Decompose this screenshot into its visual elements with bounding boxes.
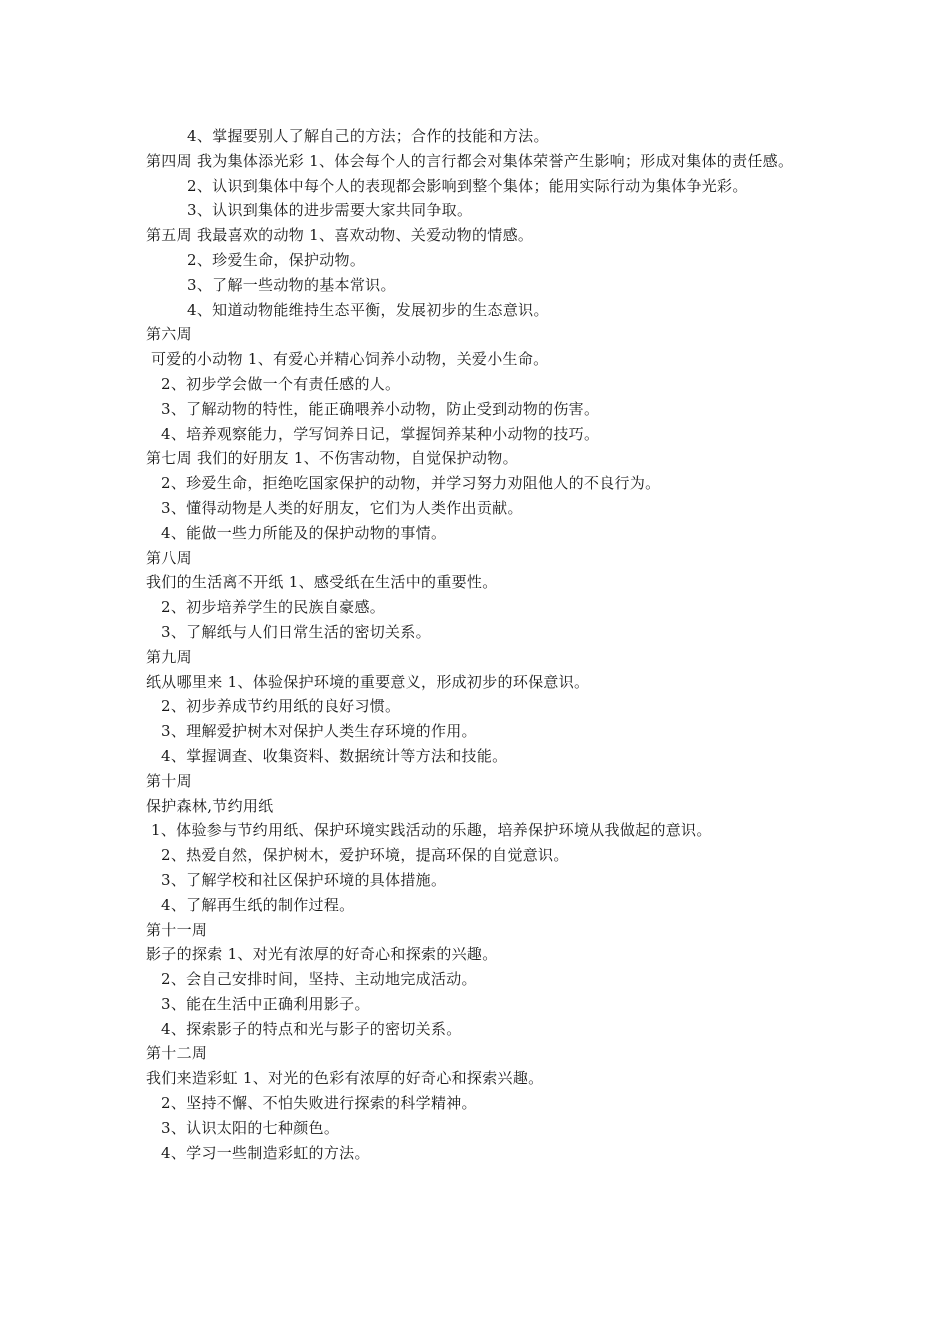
- document-line: 第五周 我最喜欢的动物 1、喜欢动物、关爱动物的情感。: [146, 226, 534, 245]
- document-line: 4、能做一些力所能及的保护动物的事情。: [161, 523, 447, 542]
- document-line: 4、知道动物能维持生态平衡，发展初步的生态意识。: [187, 300, 549, 319]
- document-line: 3、认识到集体的进步需要大家共同争取。: [187, 201, 473, 220]
- document-line: 3、了解动物的特性，能正确喂养小动物，防止受到动物的伤害。: [161, 399, 600, 418]
- document-line: 2、初步养成节约用纸的良好习惯。: [161, 697, 401, 716]
- document-line: 3、认识太阳的七种颜色。: [161, 1118, 340, 1137]
- document-body: [146, 124, 816, 1165]
- document-line: 可爱的小动物 1、有爱心并精心饲养小动物，关爱小生命。: [151, 350, 549, 369]
- document-line: 2、认识到集体中每个人的表现都会影响到整个集体；能用实际行动为集体争光彩。: [187, 176, 748, 195]
- document-line: 我们的生活离不开纸 1、感受纸在生活中的重要性。: [146, 573, 498, 592]
- document-line: 3、了解学校和社区保护环境的具体措施。: [161, 870, 447, 889]
- document-line: 3、理解爱护树木对保护人类生存环境的作用。: [161, 722, 477, 741]
- document-line: 第四周 我为集体添光彩 1、体会每个人的言行都会对集体荣誉产生影响；形成对集体的责任感。: [146, 151, 794, 170]
- document-line: 4、了解再生纸的制作过程。: [161, 895, 355, 914]
- document-line: 3、了解一些动物的基本常识。: [187, 275, 396, 294]
- document-line: 第八周: [146, 548, 192, 567]
- document-line: 保护森林,节约用纸: [146, 796, 274, 815]
- document-line: 4、掌握调查、收集资料、数据统计等方法和技能。: [161, 746, 508, 765]
- document-line: 纸从哪里来 1、体验保护环境的重要意义，形成初步的环保意识。: [146, 672, 590, 691]
- document-line: 4、培养观察能力，学写饲养日记，掌握饲养某种小动物的技巧。: [161, 424, 600, 443]
- document-line: 4、探索影子的特点和光与影子的密切关系。: [161, 1019, 462, 1038]
- document-line: 第六周: [146, 325, 192, 344]
- document-line: 2、会自己安排时间，坚持、主动地完成活动。: [161, 970, 477, 989]
- document-line: 2、珍爱生命，保护动物。: [187, 250, 366, 269]
- document-line: 3、能在生活中正确利用影子。: [161, 994, 370, 1013]
- document-line: 2、初步学会做一个有责任感的人。: [161, 374, 401, 393]
- document-line: 3、了解纸与人们日常生活的密切关系。: [161, 622, 431, 641]
- document-line: 3、懂得动物是人类的好朋友，它们为人类作出贡献。: [161, 498, 523, 517]
- document-line: 影子的探索 1、对光有浓厚的好奇心和探索的兴趣。: [146, 945, 498, 964]
- document-line: 4、掌握要别人了解自己的方法；合作的技能和方法。: [187, 127, 549, 145]
- document-line: 2、热爱自然，保护树木，爱护环境，提高环保的自觉意识。: [161, 846, 569, 865]
- document-line: 第七周 我们的好朋友 1、不伤害动物，自觉保护动物。: [146, 449, 518, 468]
- document-line: 4、学习一些制造彩虹的方法。: [161, 1143, 370, 1162]
- document-line: 1、体验参与节约用纸、保护环境实践活动的乐趣，培养保护环境从我做起的意识。: [151, 821, 712, 840]
- document-line: 第九周: [146, 647, 192, 666]
- document-line: 第十周: [146, 771, 192, 790]
- document-line: 我们来造彩虹 1、对光的色彩有浓厚的好奇心和探索兴趣。: [146, 1069, 544, 1088]
- document-line: 2、坚持不懈、不怕失败进行探索的科学精神。: [161, 1094, 477, 1113]
- document-line: 第十二周: [146, 1044, 208, 1063]
- document-line: 第十一周: [146, 920, 208, 939]
- document-line: 2、初步培养学生的民族自豪感。: [161, 598, 386, 617]
- document-line: 2、珍爱生命，拒绝吃国家保护的动物，并学习努力劝阻他人的不良行为。: [161, 474, 661, 493]
